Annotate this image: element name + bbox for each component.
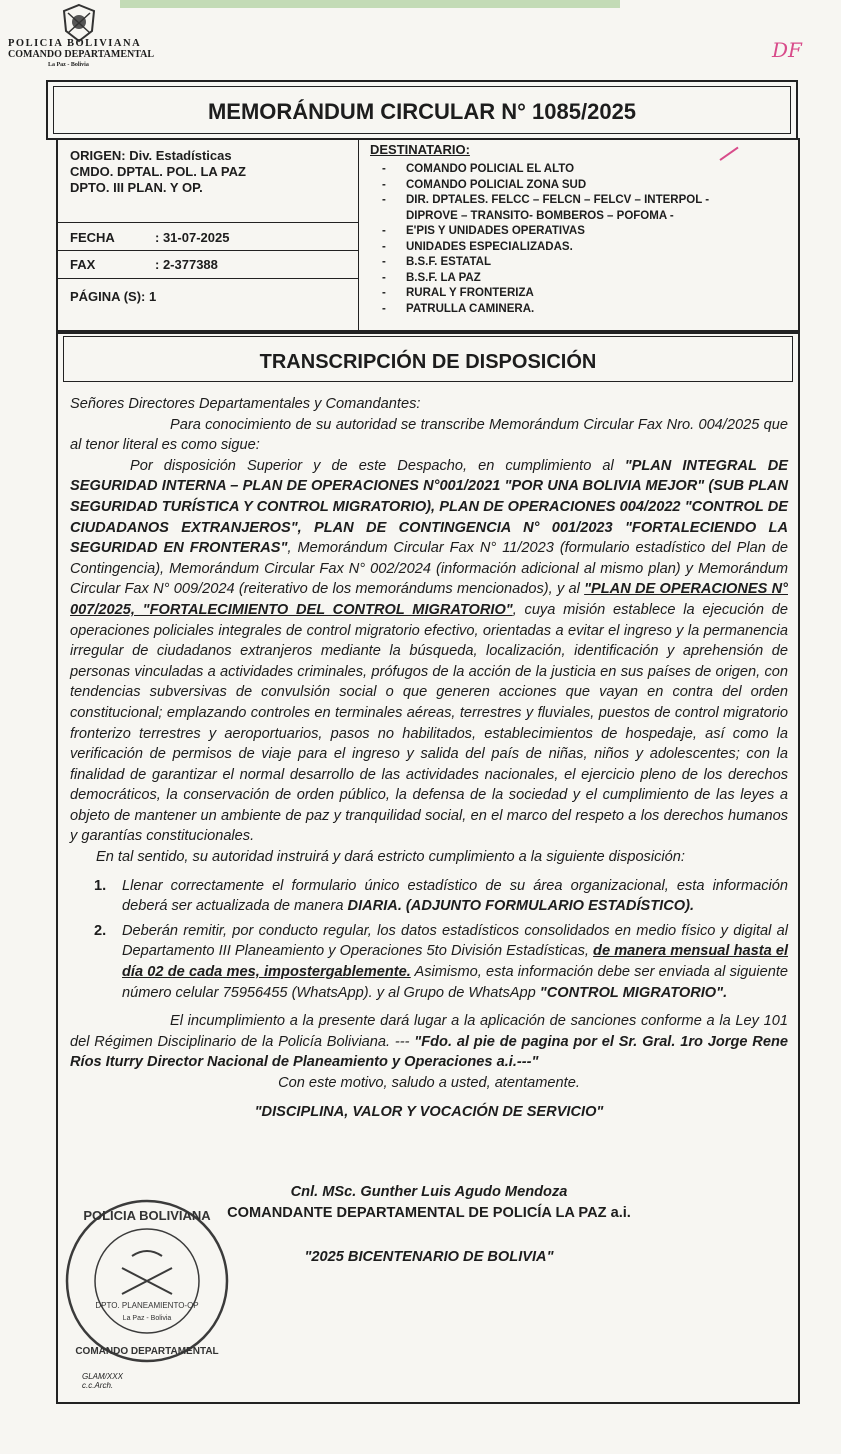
list-item: - COMANDO POLICIAL ZONA SUD — [376, 178, 709, 194]
stamp-ring-bottom: COMANDO DEPARTAMENTAL — [75, 1346, 219, 1357]
item2-deadline: de manera mensual hasta el día 02 de cada mes, impostergablemente. — [122, 943, 788, 981]
memo-title: MEMORÁNDUM CIRCULAR N° 1085/2025 — [207, 99, 637, 124]
list-item: - E'PIS Y UNIDADES OPERATIVAS — [376, 224, 709, 240]
footer-motto: "2025 BICENTENARIO DE BOLIVIA" — [304, 1249, 554, 1266]
fecha-label: FECHA — [70, 230, 115, 245]
police-emblem-icon — [58, 3, 100, 43]
p4-text: El incumplimiento a la presente dará lugar a la aplicación de sanciones conforme a la Ley 101 del Régimen Disciplinario de la Policía Boliviana. --- — [70, 1013, 788, 1050]
motto: "DISCIPLINA, VALOR Y VOCACIÓN DE SERVICIO" — [254, 1103, 604, 1120]
origen-separator — [58, 222, 358, 223]
origen-line1: ORIGEN: Div. Estadísticas — [70, 148, 232, 163]
signature-space — [70, 1122, 788, 1182]
paragraph-1: Para conocimiento de su autoridad se transcribe Memorándum Circular Fax Nro. 004/2025 que al tenor literal es como sigue: — [70, 416, 788, 454]
paragraph-3: En tal sentido, su autoridad instruirá y dará estricto cumplimiento a la siguiente disposición: — [96, 849, 685, 866]
footer-ref1: GLAM/XXX — [82, 1372, 123, 1381]
origen-line3: DPTO. III PLAN. Y OP. — [70, 180, 203, 195]
footer-ref2: c.c.Arch. — [82, 1381, 114, 1390]
list-item: - RURAL Y FRONTERIZA — [376, 286, 709, 302]
paragraph-2 — [70, 456, 788, 847]
list-item — [70, 876, 788, 917]
salutation: Señores Directores Departamentales y Comandantes: — [70, 396, 421, 412]
list-item — [70, 921, 788, 1003]
stamp-ring-top: POLICIA BOLIVIANA — [83, 1208, 211, 1223]
list-item: DIPROVE – TRANSITO- BOMBEROS – POFOMA - — [406, 209, 674, 222]
title-box — [46, 80, 798, 140]
p4-signature-note: "Fdo. al pie de pagina por el Sr. Gral. 1ro Jorge Rene Ríos Iturry Director Nacional de Planeamiento y Operaciones a.i.---" — [70, 1033, 788, 1071]
p2-plans: "PLAN INTEGRAL DE SEGURIDAD INTERNA – PLAN DE OPERACIONES N°001/2021 "POR UNA BOLIVIA MEJOR" (SUB PLAN SEGURIDAD TURÍSTICA Y CONTROL MIGRATORIO), PLAN DE OPERACIONES 004/2022 "CONTROL DE CIUDADANOS EXTRANJEROS", PLAN DE CONTINGENCIA N° 001/2023 "FORTALECIENDO LA SEGURIDAD EN FRONTERAS" — [70, 457, 788, 557]
closing: Con este motivo, saludo a usted, atentamente. — [278, 1075, 580, 1091]
title-box-inner — [53, 86, 791, 134]
section-title: TRANSCRIPCIÓN DE DISPOSICIÓN — [259, 351, 597, 373]
item-number: 1. — [94, 877, 107, 894]
org-header — [8, 38, 154, 71]
fax-separator — [58, 278, 358, 279]
item1-text: Llenar correctamente el formulario único estadístico de su área organizacional, esta información deberá ser actualizada de manera — [122, 877, 788, 915]
paragraph-4 — [70, 1011, 788, 1073]
section-title-box — [63, 336, 793, 382]
org-line1: POLICIA BOLIVIANA — [8, 38, 142, 49]
top-edge-strip — [120, 0, 620, 8]
fax-value: : 2-377388 — [155, 257, 218, 272]
pagina: PÁGINA (S): 1 — [70, 289, 157, 304]
stamp-center-line2: La Paz - Bolivia — [122, 1315, 172, 1322]
item2-group: "CONTROL MIGRATORIO". — [539, 984, 728, 1001]
handwritten-mark: DF — [772, 38, 802, 62]
stamp-center-line1: DPTO. PLANEAMIENTO-OP — [95, 1301, 199, 1310]
org-line2: COMANDO DEPARTAMENTAL — [8, 49, 155, 60]
fax-label: FAX — [70, 257, 96, 272]
info-box — [56, 138, 800, 334]
list-item: - COMANDO POLICIAL EL ALTO — [376, 162, 709, 178]
disposition-list — [70, 876, 788, 1004]
list-item: - PATRULLA CAMINERA. — [376, 302, 709, 318]
item-number: 2. — [94, 922, 107, 939]
fax-row — [70, 257, 218, 272]
info-divider — [358, 140, 359, 332]
destinatario-label: DESTINATARIO: — [370, 142, 470, 157]
destinatario-list — [376, 162, 709, 317]
footer-refs — [82, 1372, 123, 1390]
list-item: - B.S.F. ESTATAL — [376, 255, 709, 271]
signer-title: COMANDANTE DEPARTAMENTAL DE POLICÍA LA PAZ a.i. — [227, 1204, 631, 1221]
fecha-separator — [58, 250, 358, 251]
item2-text-c: Asimismo, esta información debe ser enviada al siguiente número celular 75956455 (WhatsApp). y al Grupo de WhatsApp — [122, 964, 788, 1001]
p2-text-e: , cuya misión establece la ejecución de operaciones policiales integrales de control migratorio efectivo, orientadas a evitar el ingreso y la permanencia irregular de ciudadanos extranjeros mediante la búsqueda, localización, identificación y aprehensión de personas vinculadas a actividades criminales, prófugos de la acción de la justicia en sus países de origen, con tendencias subversivas de convulsión social o que generen acciones que vayan en contra del orden constitucional; emplazando controles en terminales aéreas, terrestres y fluviales, puestos de control migratorio fronterizo terrestres y aeroportuarios, pasos no habilitados, establecimientos de hospedaje, así como la verificación de permisos de viaje para el ingreso y salida del país de niñas, niños y adolescentes; con la finalidad de garantizar el normal desarrollo de las actividades nacionales, el ejercicio pleno de los derechos democráticos, la conservación de orden público, la defensa de la sociedad y el cumplimiento de las leyes a objeto de mantener un ambiente de paz y tranquilidad social, en el marco del respeto a los derechos humanos y garantías constitucionales. — [70, 601, 788, 845]
item1-bold: DIARIA. (ADJUNTO FORMULARIO ESTADÍSTICO). — [347, 898, 695, 915]
org-line3: La Paz - Bolivia — [48, 62, 89, 68]
p2-text-a: Por disposición Superior y de este Despacho, en cumplimiento al — [130, 457, 625, 474]
item2-text-a: Deberán remitir, por conducto regular, los datos estadísticos consolidados en medio físico y digital al Departamento III Planeamiento y Operaciones 5to División Estadísticas, — [122, 922, 788, 960]
fecha-value: : 31-07-2025 — [155, 230, 230, 245]
signer-name: Cnl. MSc. Gunther Luis Agudo Mendoza — [290, 1184, 568, 1201]
origen-block — [70, 148, 246, 196]
memo-body — [70, 394, 788, 1268]
list-item: - DIR. DPTALES. FELCC – FELCN – FELCV – INTERPOL - — [376, 193, 709, 209]
list-item: - UNIDADES ESPECIALIZADAS. — [376, 240, 709, 256]
fecha-row — [70, 230, 230, 245]
list-item: - B.S.F. LA PAZ — [376, 271, 709, 287]
origen-line2: CMDO. DPTAL. POL. LA PAZ — [70, 164, 246, 179]
p2-plan-007: "PLAN DE OPERACIONES N° 007/2025, "FORTALECIMIENTO DEL CONTROL MIGRATORIO" — [70, 581, 788, 618]
p2-text-c: , Memorándum Circular Fax N° 11/2023 (formulario estadístico del Plan de Contingencia), Memorándum Circular Fax N° 002/2024 (información adicional al mismo plan) y Memorándum Circular Fax N° 009/2024 (reiterativo de los memorándums mencionados), y al — [70, 540, 788, 598]
police-seal-stamp — [62, 1196, 232, 1366]
